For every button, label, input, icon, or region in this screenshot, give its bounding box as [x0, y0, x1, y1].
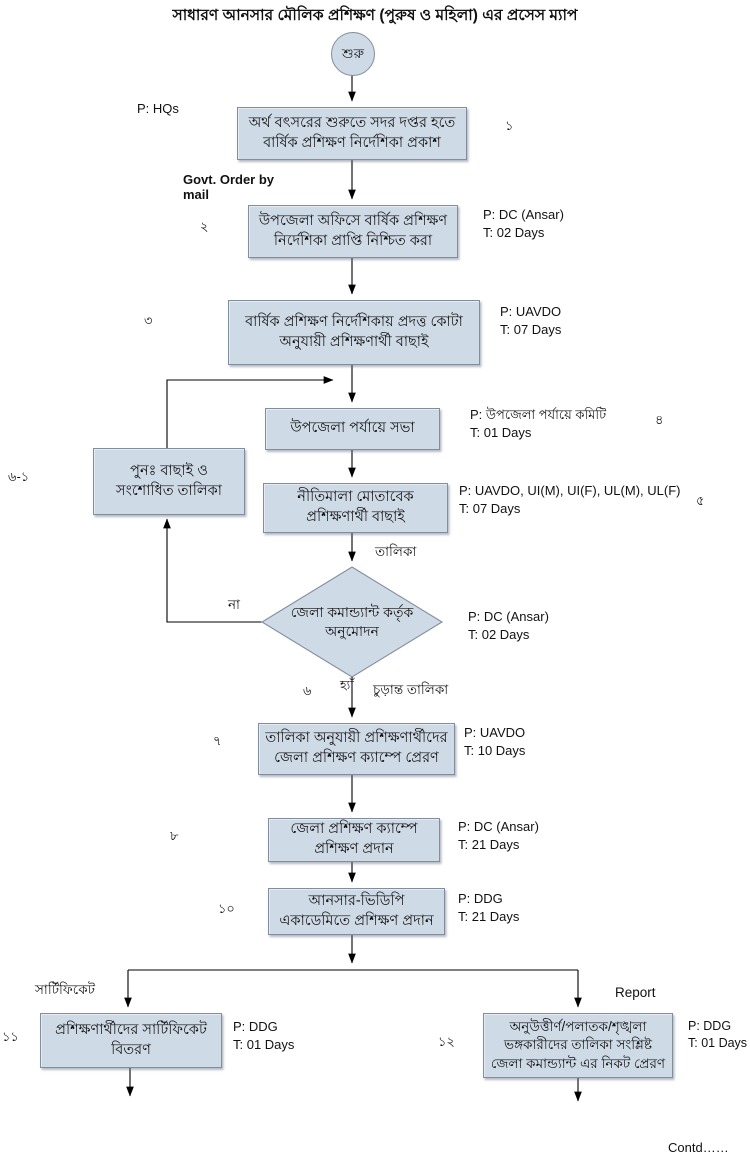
- annotation-p: P: UAVDO: [500, 304, 562, 319]
- process-box-policy-selection: [263, 483, 448, 533]
- process-box-text: তালিকা অনুযায়ী প্রশিক্ষণার্থীদের জেলা প্রশিক্ষণ ক্যাম্পে প্রেরণ: [265, 730, 448, 766]
- process-box-text: জেলা কমান্ড্যান্ট কর্তৃক অনুমোদন: [290, 604, 414, 639]
- edge-label-certificate: সার্টিফিকেট: [35, 982, 96, 997]
- step-number-4: ৪: [655, 412, 664, 427]
- process-box-publish-directive: [237, 107, 467, 160]
- edge-label-no: না: [228, 597, 240, 612]
- process-box-quota-selection: [228, 300, 480, 365]
- annotation-t: T: 01 Days: [688, 1035, 748, 1050]
- process-box-text: বার্ষিক প্রশিক্ষণ নির্দেশিকায় প্রদত্ত কোটা অনুযায়ী প্রশিক্ষণার্থী বাছাই: [245, 313, 463, 350]
- annotation-p: P: DDG: [458, 891, 503, 906]
- annotation-meeting: [470, 406, 606, 441]
- annotation-certificates: [233, 1018, 294, 1053]
- annotation-academy: [458, 890, 519, 925]
- process-box-text: অনুউত্তীর্ণ/পলাতক/শৃঙ্খলা ভঙ্গকারীদের তালিকা সংশ্লিষ্ট জেলা কমান্ড্যান্ট এর নিকট প্রেরণ: [490, 1019, 666, 1071]
- process-box-camp-training: [268, 818, 440, 862]
- annotation-t: T: 01 Days: [470, 424, 532, 440]
- step-number-6-1: ৬-১: [8, 469, 30, 484]
- edge-label-report: Report: [615, 985, 656, 1000]
- process-box-text: পুনঃ বাছাই ও সংশোধিত তালিকা: [116, 462, 222, 499]
- annotation-t: T: 02 Days: [483, 224, 545, 240]
- process-box-academy-training: [268, 888, 445, 935]
- step-number-12: ১২: [438, 1034, 455, 1049]
- step-number-3: ৩: [144, 313, 153, 328]
- decision-label-approval: [282, 584, 422, 660]
- step-number-5: ৫: [696, 493, 705, 508]
- annotation-approval: [468, 608, 549, 643]
- annotation-p: P: উপজেলা পর্যায়ে কমিটি: [470, 407, 607, 422]
- process-box-certificate-distribution: [40, 1013, 222, 1068]
- annotation-sendcamp: [464, 724, 525, 759]
- process-box-text: উপজেলা পর্যায়ে সভা: [290, 420, 415, 437]
- step-number-1: ১: [505, 118, 514, 133]
- annotation-p: P: UAVDO: [464, 725, 526, 740]
- edge-label-govt-order: Govt. Order by mail: [183, 172, 275, 202]
- process-box-text: জেলা প্রশিক্ষণ ক্যাম্পে প্রশিক্ষণ প্রদান: [290, 821, 418, 857]
- start-label: শুরু: [342, 45, 364, 61]
- step-number-7: ৭: [213, 733, 222, 748]
- annotation-p: P: UAVDO, UI(M), UI(F), UL(M), UL(F): [459, 483, 681, 498]
- annotation-t: T: 01 Days: [233, 1036, 295, 1052]
- process-box-text: প্রশিক্ষণার্থীদের সার্টিফিকেট বিতরণ: [55, 1021, 207, 1058]
- step-number-8: ৮: [170, 828, 179, 843]
- annotation-publish-actor: P: HQs: [137, 101, 179, 116]
- process-box-send-to-camp: [258, 723, 455, 775]
- process-box-text: আনসার-ভিডিপি একাডেমিতে প্রশিক্ষণ প্রদান: [279, 892, 434, 929]
- step-number-6: ৬: [303, 683, 312, 698]
- process-box-text: নীতিমালা মোতাবেক প্রশিক্ষণার্থী বাছাই: [297, 489, 414, 525]
- step-number-10: ১০: [218, 901, 235, 916]
- annotation-p: P: DC (Ansar): [458, 819, 539, 834]
- annotation-t: T: 02 Days: [468, 626, 530, 642]
- arrow-no-to-reselect: [167, 519, 262, 622]
- step-number-11: ১১: [2, 1029, 19, 1044]
- annotation-p: P: DDG: [688, 1019, 732, 1033]
- step-number-2: ২: [200, 219, 209, 234]
- page-title: সাধারণ আনসার মৌলিক প্রশিক্ষণ (পুরুষ ও মহিলা) এর প্রসেস ম্যাপ: [172, 7, 578, 24]
- process-box-text: উপজেলা অফিসে বার্ষিক প্রশিক্ষণ নির্দেশিকা প্রাপ্তি নিশ্চিত করা: [258, 212, 448, 249]
- edge-label-final-list: চুড়ান্ত তালিকা: [373, 682, 449, 697]
- process-box-upazila-meeting: [265, 408, 440, 450]
- annotation-t: T: 07 Days: [500, 321, 562, 337]
- annotation-confirm: [483, 206, 564, 241]
- process-box-confirm-receipt: [248, 205, 458, 258]
- annotation-t: T: 10 Days: [464, 742, 526, 758]
- annotation-policy: [459, 482, 680, 517]
- process-box-report-list: [483, 1013, 673, 1078]
- annotation-t: T: 21 Days: [458, 836, 520, 852]
- annotation-p: P: DC (Ansar): [483, 207, 564, 222]
- process-box-text: অর্থ বৎসরের শুরুতে সদর দপ্তর হতে বার্ষিক প্রশিক্ষণ নির্দেশিকা প্রকাশ: [248, 114, 456, 151]
- annotation-p: P: DDG: [233, 1019, 278, 1034]
- edge-label-list: তালিকা: [375, 544, 417, 559]
- process-box-reselect-revised-list: [93, 448, 245, 515]
- annotation-t: T: 21 Days: [458, 908, 520, 924]
- continued-note: Contd……: [668, 1140, 729, 1155]
- annotation-t: T: 07 Days: [459, 500, 521, 516]
- annotation-p: P: DC (Ansar): [468, 609, 549, 624]
- annotation-quota: [500, 303, 561, 338]
- annotation-camptraining: [458, 818, 539, 853]
- annotation-report: [688, 1018, 747, 1052]
- start-terminator: [331, 32, 375, 76]
- edge-label-yes: হ্যাঁ: [340, 678, 354, 692]
